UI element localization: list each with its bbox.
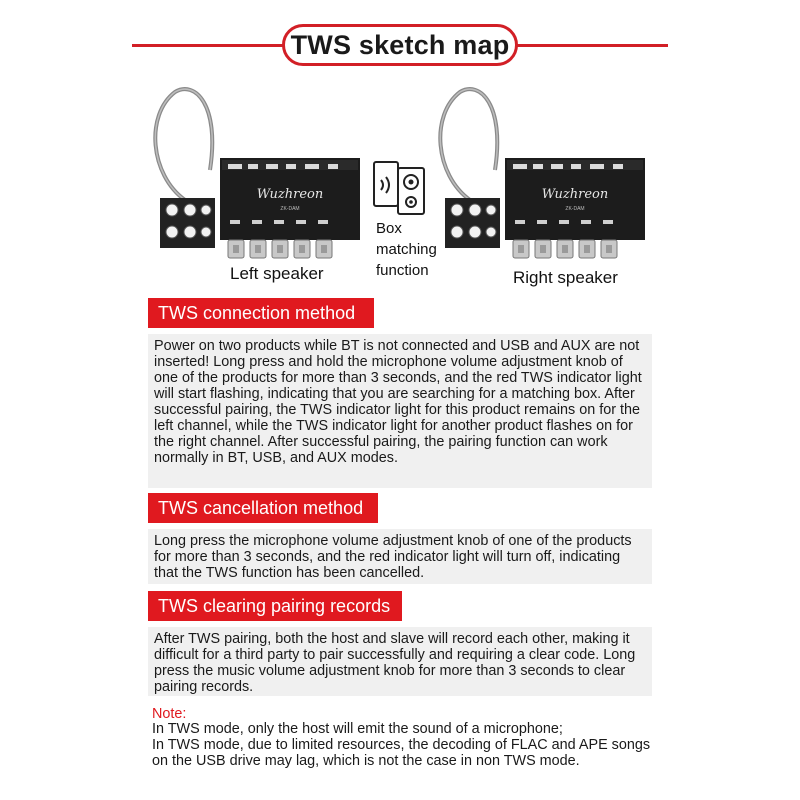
- section-body-clearing: After TWS pairing, both the host and slave will record each other, making it difficult for a third party to pair successfully and requiring a clear code. Long press the music volume adjustment knob for more than 3 seconds to clear pairing records.: [148, 627, 652, 696]
- note-line-1: In TWS mode, only the host will emit the sound of a microphone;: [152, 721, 563, 737]
- page-title: TWS sketch map: [282, 24, 518, 66]
- section-header-clearing: TWS clearing pairing records: [148, 591, 402, 621]
- right-board-model: ZK-DAM: [565, 206, 585, 212]
- speaker-pair-icon: [372, 160, 428, 216]
- right-speaker-board-image: [425, 80, 650, 265]
- section-header-connection: TWS connection method: [148, 298, 374, 328]
- left-speaker-board-image: [140, 80, 365, 265]
- title-line-left: [132, 44, 284, 47]
- note-line-2: In TWS mode, due to limited resources, the decoding of FLAC and APE songs on the USB drive may lag, which is not the case in non TWS mode.: [152, 737, 651, 769]
- left-board-model: ZK-DAM: [280, 206, 300, 212]
- box-matching-label: [376, 218, 437, 281]
- box-label-line-3: function: [376, 262, 429, 279]
- right-board-brand: Wuzhreon: [541, 187, 609, 202]
- left-speaker-label: Left speaker: [230, 264, 324, 283]
- section-body-cancellation: Long press the microphone volume adjustment knob of one of the products for more than 3 seconds, and the red indicator light will turn off, indicating that the TWS function has been cancelled.: [148, 529, 652, 584]
- note-text: [152, 721, 652, 769]
- box-label-line-2: matching: [376, 241, 437, 258]
- section-header-cancellation: TWS cancellation method: [148, 493, 378, 523]
- box-label-line-1: Box: [376, 220, 402, 237]
- right-speaker-label: Right speaker: [513, 268, 618, 287]
- note-label: Note:: [152, 706, 187, 722]
- left-board-brand: Wuzhreon: [256, 187, 324, 202]
- title-line-right: [516, 44, 668, 47]
- section-body-connection: Power on two products while BT is not connected and USB and AUX are not inserted! Long press and hold the microphone volume adjustment knob of one of the products for more than 3 seconds, and the red TWS indicator light will start flashing, indicating that you are searching for a matching box. After successful pairing, the TWS indicator light for this product remains on for the left channel, while the TWS indicator light for another product flashes on for the right channel. After successful pairing, the pairing function can work normally in BT, USB, and AUX modes.: [148, 334, 652, 488]
